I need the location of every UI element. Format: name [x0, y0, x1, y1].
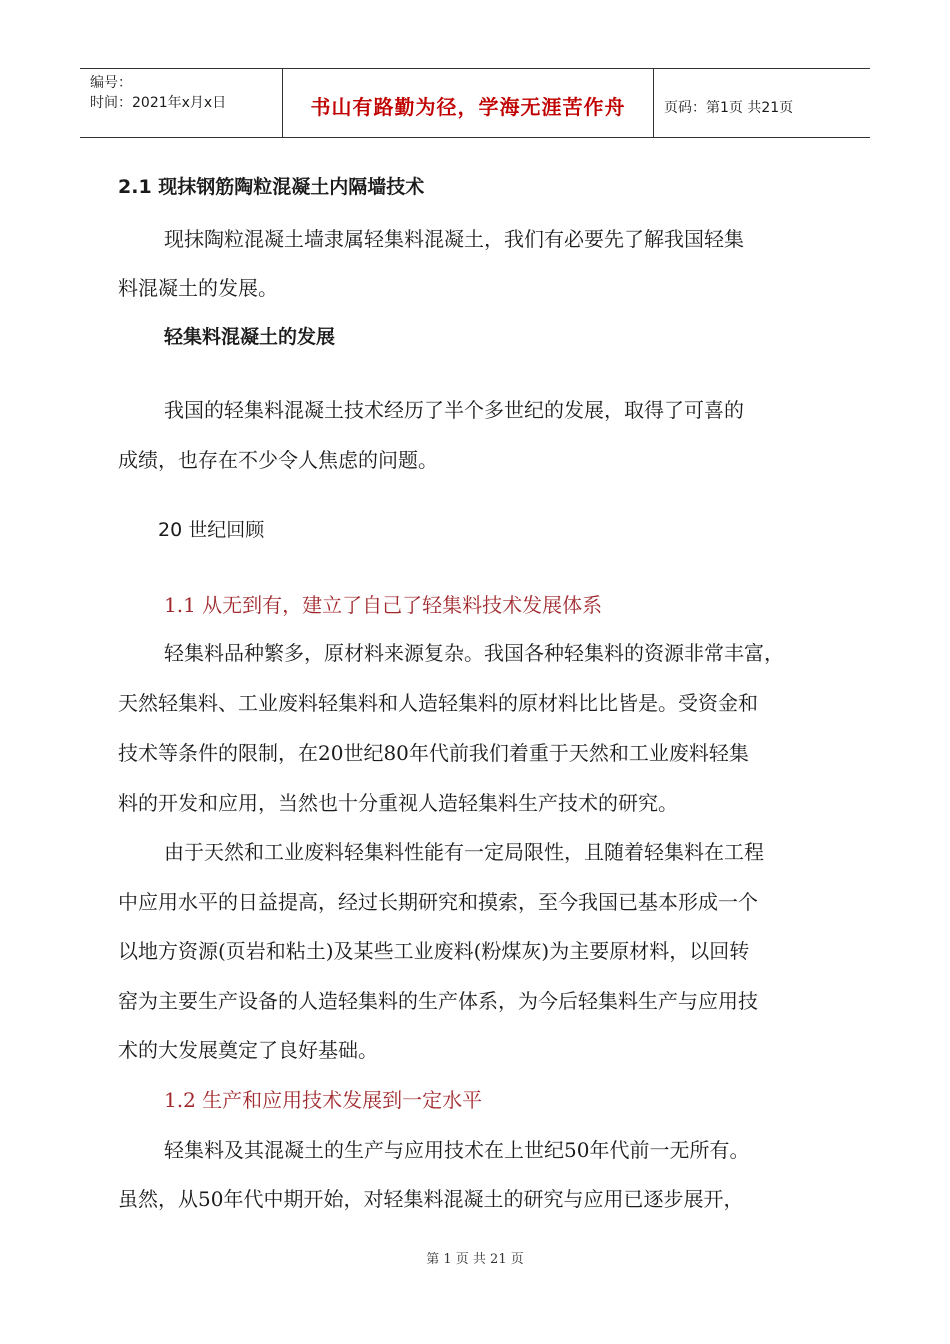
paragraph-2-line-2: 成绩，也存在不少令人焦虑的问题。 [118, 448, 438, 472]
header-motto: 书山有路勤为径，学海无涯苦作舟 [310, 94, 626, 119]
document-time-label: 时间：2021年x月x日 [90, 95, 227, 111]
paragraph-3-line-3: 技术等条件的限制，在20世纪80年代前我们着重于天然和工业废料轻集 [118, 741, 749, 765]
document-number-label: 编号： [90, 75, 132, 91]
paragraph-4-line-3: 以地方资源(页岩和粘土)及某些工业废料(粉煤灰)为主要原材料，以回转 [118, 939, 750, 963]
header-left-cell [80, 69, 282, 137]
header-right-cell [654, 73, 870, 141]
sub-heading-development: 轻集料混凝土的发展 [164, 326, 336, 348]
century-review-heading: 20 世纪回顾 [158, 519, 265, 541]
paragraph-4-line-1: 由于天然和工业废料轻集料性能有一定局限性，且随着轻集料在工程 [164, 840, 764, 864]
paragraph-5-line-1: 轻集料及其混凝土的生产与应用技术在上世纪50年代前一无所有。 [164, 1138, 750, 1162]
paragraph-3-line-2: 天然轻集料、工业废料轻集料和人造轻集料的原材料比比皆是。受资金和 [118, 691, 758, 715]
section-title-2-1: 2.1 现抹钢筋陶粒混凝土内隔墙技术 [118, 176, 425, 198]
paragraph-5-line-2: 虽然，从50年代中期开始，对轻集料混凝土的研究与应用已逐步展开， [118, 1187, 744, 1211]
header-middle-cell [282, 69, 654, 137]
page-footer: 第 1 页 共 21 页 [426, 1252, 524, 1267]
section-1-2-heading: 1.2 生产和应用技术发展到一定水平 [164, 1088, 483, 1112]
paragraph-4-line-4: 窑为主要生产设备的人造轻集料的生产体系，为今后轻集料生产与应用技 [118, 989, 758, 1013]
paragraph-3-line-4: 料的开发和应用，当然也十分重视人造轻集料生产技术的研究。 [118, 791, 678, 815]
paragraph-3-line-1: 轻集料品种繁多，原材料来源复杂。我国各种轻集料的资源非常丰富， [164, 641, 784, 665]
paragraph-4-line-5: 术的大发展奠定了良好基础。 [118, 1038, 378, 1062]
paragraph-4-line-2: 中应用水平的日益提高，经过长期研究和摸索，至今我国已基本形成一个 [118, 890, 758, 914]
section-1-1-heading: 1.1 从无到有，建立了自己了轻集料技术发展体系 [164, 593, 603, 617]
header-table [80, 68, 870, 138]
paragraph-1-line-2: 料混凝土的发展。 [118, 276, 278, 300]
paragraph-2-line-1: 我国的轻集料混凝土技术经历了半个多世纪的发展，取得了可喜的 [164, 398, 744, 422]
paragraph-1-line-1: 现抹陶粒混凝土墙隶属轻集料混凝土，我们有必要先了解我国轻集 [164, 227, 744, 251]
page-code-label: 页码：第1页 共21页 [664, 100, 794, 116]
